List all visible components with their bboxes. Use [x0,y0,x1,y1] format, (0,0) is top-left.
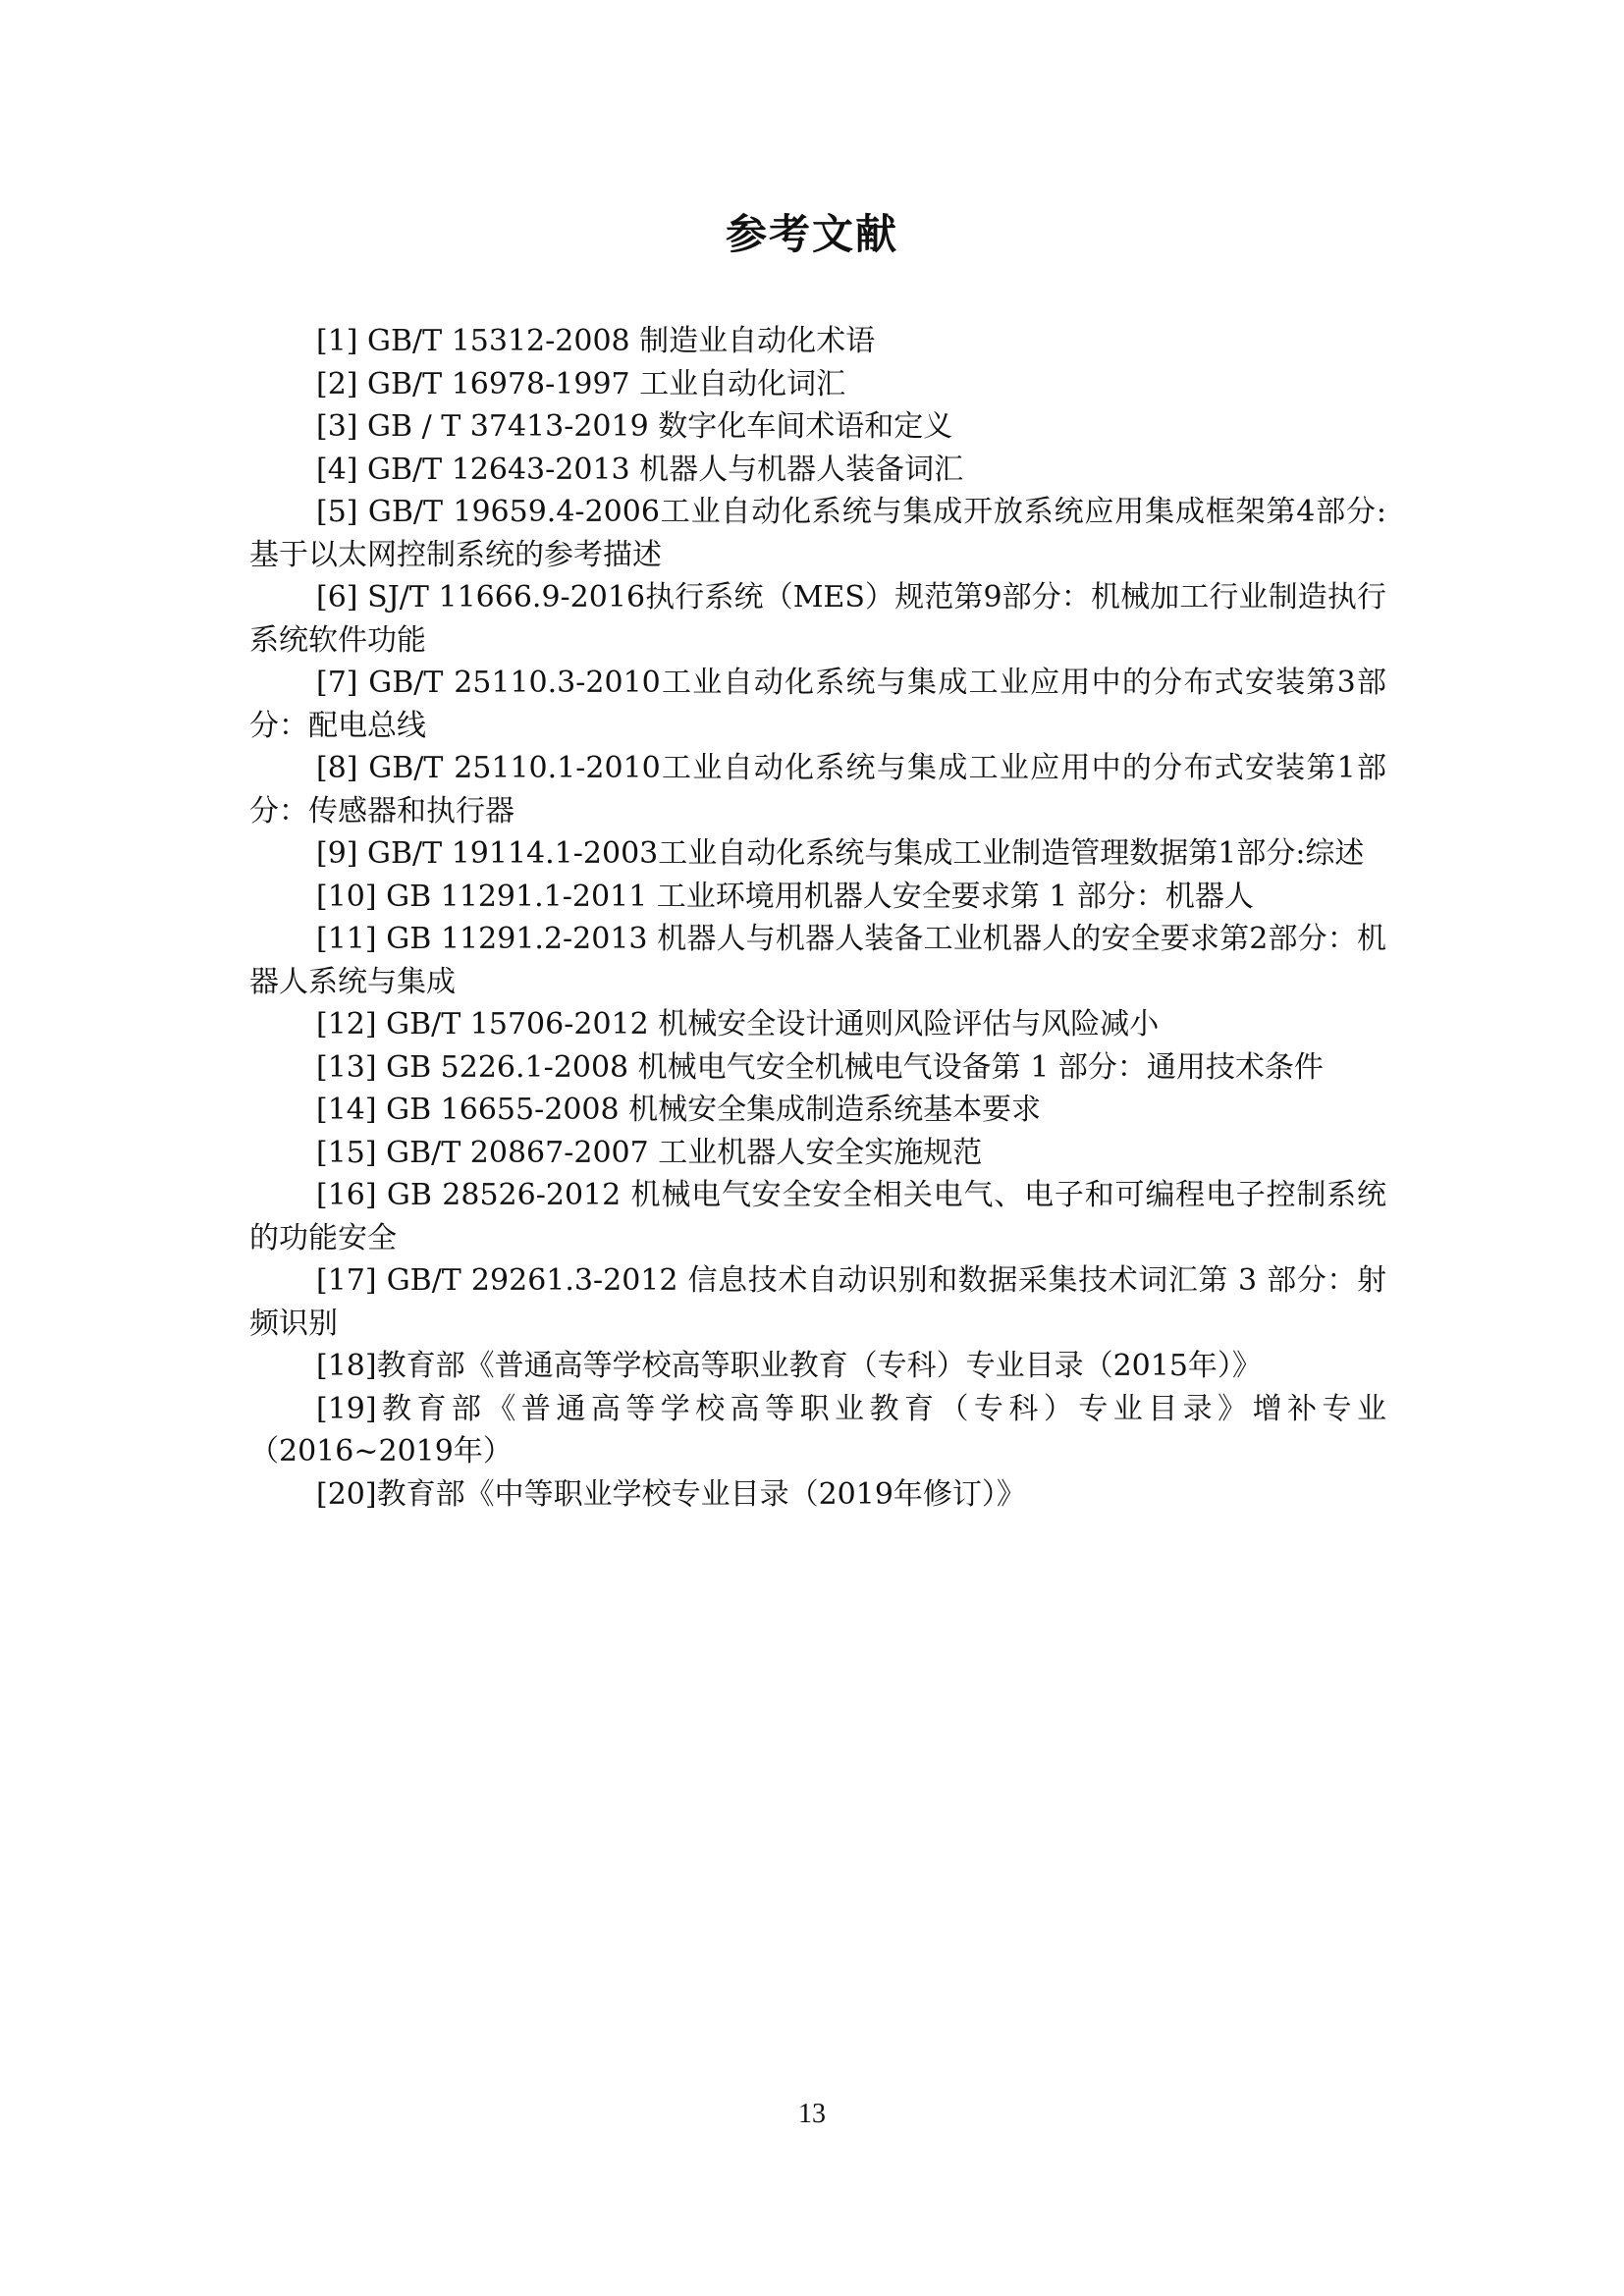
reference-item: [15] GB/T 20867-2007 工业机器人安全实施规范 [316,1135,983,1170]
reference-item: [14] GB 16655-2008 机械安全集成制造系统基本要求 [316,1093,1042,1127]
reference-item: [12] GB/T 15706-2012 机械安全设计通则风险评估与风险减小 [316,1007,1160,1041]
reference-item: [19]教育部《普通高等学校高等职业教育（专科）专业目录》增补专业（2016~2019年） [249,1391,1386,1468]
reference-item: [13] GB 5226.1-2008 机械电气安全机械电气设备第 1 部分：通用技术条件 [316,1049,1324,1085]
reference-item: [4] GB/T 12643-2013 机器人与机器人装备词汇 [316,452,964,487]
reference-item: [8] GB/T 25110.1-2010工业自动化系统与集成工业应用中的分布式安装第1部分：传感器和执行器 [249,751,1386,828]
reference-item: [9] GB/T 19114.1-2003工业自动化系统与集成工业制造管理数据第1部分:综述 [316,836,1365,871]
reference-item: [11] GB 11291.2-2013 机器人与机器人装备工业机器人的安全要求第2部分：机器人系统与集成 [249,922,1386,999]
reference-item: [16] GB 28526-2012 机械电气安全安全相关电气、电子和可编程电子控制系统的功能安全 [249,1178,1386,1255]
reference-item: [7] GB/T 25110.3-2010工业自动化系统与集成工业应用中的分布式安装第3部分：配电总线 [249,666,1386,743]
reference-item: [3] GB / T 37413-2019 数字化车间术语和定义 [316,409,953,444]
reference-list [249,320,1386,1516]
reference-item: [10] GB 11291.1-2011 工业环境用机器人安全要求第 1 部分：机器人 [316,879,1254,914]
reference-item: [20]教育部《中等职业学校专业目录（2019年修订）》 [316,1476,1026,1512]
page-title: 参考文献 [725,210,898,258]
page-number: 13 [798,2099,826,2129]
reference-item: [17] GB/T 29261.3-2012 信息技术自动识别和数据采集技术词汇第 3 部分：射频识别 [249,1263,1386,1341]
reference-item: [1] GB/T 15312-2008 制造业自动化术语 [316,324,876,358]
reference-item: [2] GB/T 16978-1997 工业自动化词汇 [316,366,846,401]
reference-item: [5] GB/T 19659.4-2006工业自动化系统与集成开放系统应用集成框架第4部分:基于以太网控制系统的参考描述 [249,495,1386,572]
reference-item: [18]教育部《普通高等学校高等职业教育（专科）专业目录（2015年）》 [316,1349,1262,1383]
reference-item: [6] SJ/T 11666.9-2016执行系统（MES）规范第9部分：机械加工行业制造执行系统软件功能 [249,580,1386,658]
